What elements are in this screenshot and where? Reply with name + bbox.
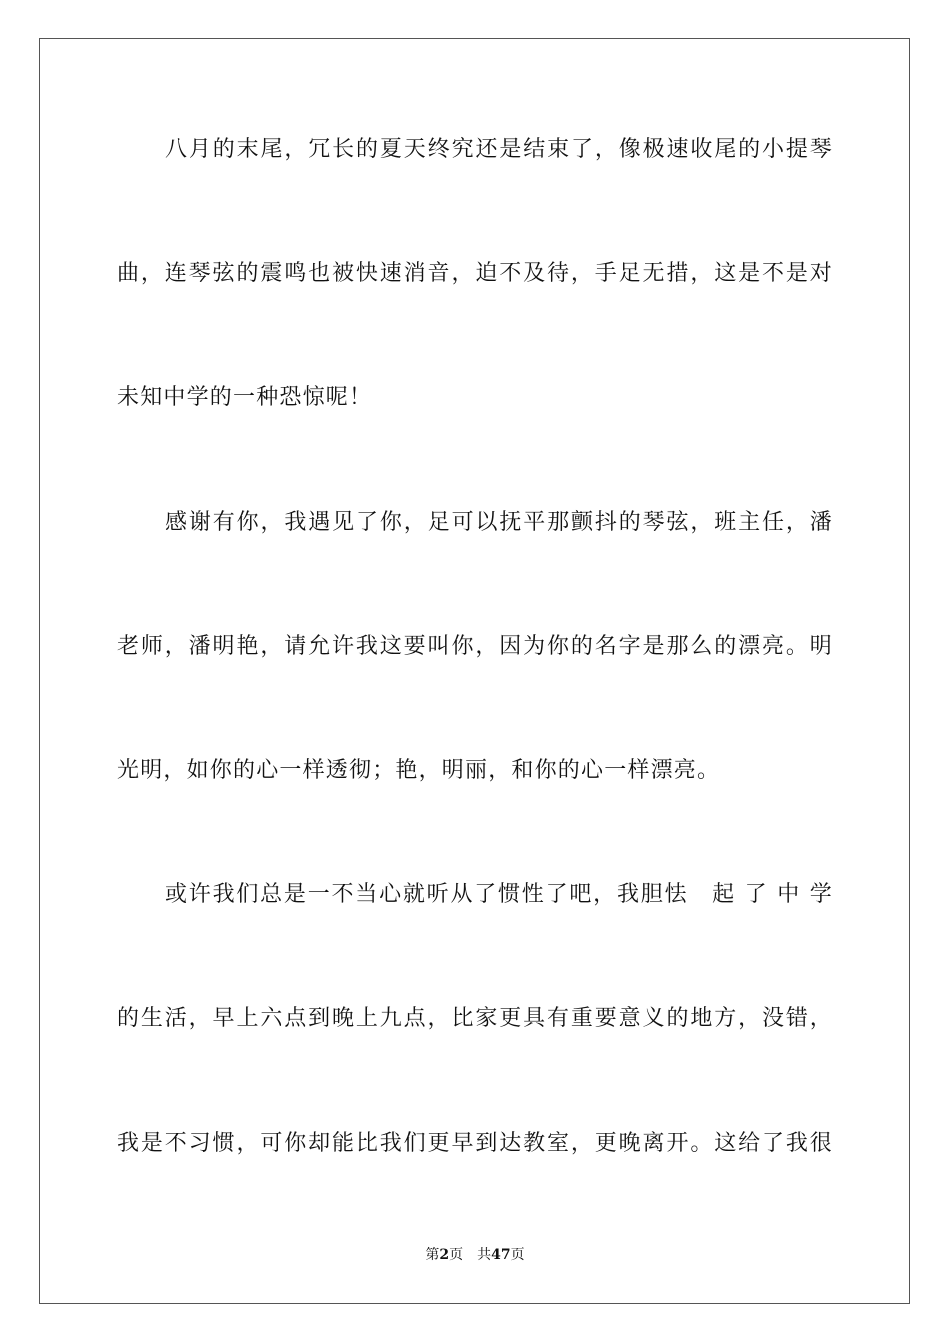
- paragraph-1-line-3: 未知中学的一种恐惊呢！: [117, 385, 373, 410]
- paragraph-3-line-1: 或许我们总是一不当心就听从了惯性了吧，我胆怯 起 了 中 学: [165, 882, 833, 907]
- paragraph-1-line-1: 八月的末尾，冗长的夏天终究还是结束了，像极速收尾的小提琴: [165, 137, 833, 162]
- paragraph-3-line-3: 我是不习惯，可你却能比我们更早到达教室，更晚离开。这给了我很: [117, 1131, 833, 1156]
- footer-total-suffix: 页: [510, 1247, 525, 1263]
- page-footer: [0, 1245, 950, 1265]
- footer-total-number: 47: [491, 1247, 511, 1263]
- paragraph-1-line-2: 曲，连琴弦的震鸣也被快速消音，迫不及待，手足无措，这是不是对: [117, 261, 833, 286]
- footer-total-prefix: 共: [477, 1247, 492, 1263]
- page-border: [39, 38, 910, 1304]
- footer-page-suffix: 页: [449, 1247, 464, 1263]
- paragraph-3-line-2: 的生活，早上六点到晚上九点，比家更具有重要意义的地方，没错，: [117, 1006, 833, 1031]
- paragraph-2-line-3: 光明，如你的心一样透彻；艳，明丽，和你的心一样漂亮。: [117, 758, 721, 783]
- footer-page-prefix: 第: [425, 1247, 440, 1263]
- paragraph-2-line-1: 感谢有你，我遇见了你，足可以抚平那颤抖的琴弦，班主任，潘: [165, 510, 833, 535]
- paragraph-2-line-2: 老师，潘明艳，请允许我这要叫你，因为你的名字是那么的漂亮。明: [117, 634, 833, 659]
- footer-page-number: 2: [439, 1247, 450, 1263]
